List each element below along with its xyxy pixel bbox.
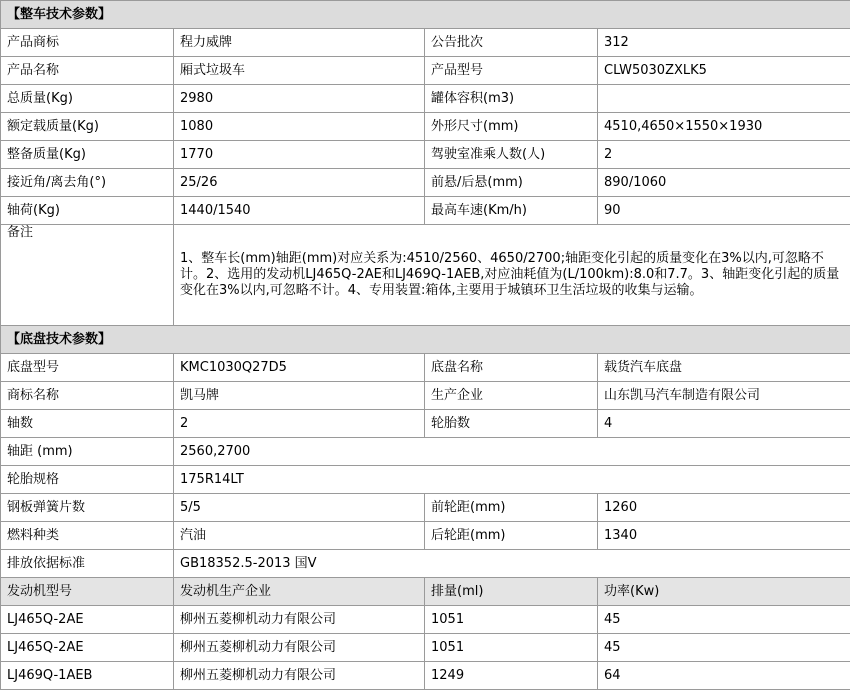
- engine-maker: 柳州五菱柳机动力有限公司: [174, 662, 425, 690]
- tank-volume-label: 罐体容积(m3): [425, 85, 598, 113]
- axles-value: 2: [174, 410, 425, 438]
- engine-model: LJ469Q-1AEB: [1, 662, 174, 690]
- table-row: [1, 113, 850, 141]
- table-row: [1, 438, 850, 466]
- chassis-section-row: [1, 326, 850, 354]
- curb-mass-label: 整备质量(Kg): [1, 141, 174, 169]
- engine-model-header: 发动机型号: [1, 578, 174, 606]
- batch-value: 312: [598, 29, 850, 57]
- remarks-row: [1, 225, 850, 326]
- emission-label: 排放依据标准: [1, 550, 174, 578]
- chassis-model-value: KMC1030Q27D5: [174, 354, 425, 382]
- max-speed-value: 90: [598, 197, 850, 225]
- cab-seats-label: 驾驶室准乘人数(人): [425, 141, 598, 169]
- tires-label: 轮胎数: [425, 410, 598, 438]
- table-row: [1, 197, 850, 225]
- table-row: [1, 141, 850, 169]
- engine-row: [1, 606, 850, 634]
- angles-value: 25/26: [174, 169, 425, 197]
- engine-maker: 柳州五菱柳机动力有限公司: [174, 606, 425, 634]
- engine-header-row: [1, 578, 850, 606]
- chassis-model-label: 底盘型号: [1, 354, 174, 382]
- table-row: [1, 410, 850, 438]
- brand-value: 程力威牌: [174, 29, 425, 57]
- engine-maker: 柳州五菱柳机动力有限公司: [174, 634, 425, 662]
- chassis-name-label: 底盘名称: [425, 354, 598, 382]
- rated-load-value: 1080: [174, 113, 425, 141]
- angles-label: 接近角/离去角(°): [1, 169, 174, 197]
- chassis-brand-label: 商标名称: [1, 382, 174, 410]
- front-track-label: 前轮距(mm): [425, 494, 598, 522]
- engine-displacement: 1051: [425, 634, 598, 662]
- engine-displacement: 1051: [425, 606, 598, 634]
- chassis-maker-label: 生产企业: [425, 382, 598, 410]
- engine-model: LJ465Q-2AE: [1, 634, 174, 662]
- table-row: [1, 169, 850, 197]
- table-row: [1, 354, 850, 382]
- chassis-brand-value: 凯马牌: [174, 382, 425, 410]
- emission-value: GB18352.5-2013 国V: [174, 550, 850, 578]
- product-model-value: CLW5030ZXLK5: [598, 57, 850, 85]
- vehicle-section-row: [1, 1, 850, 29]
- product-model-label: 产品型号: [425, 57, 598, 85]
- fuel-value: 汽油: [174, 522, 425, 550]
- chassis-name-value: 载货汽车底盘: [598, 354, 850, 382]
- dimensions-value: 4510,4650×1550×1930: [598, 113, 850, 141]
- tires-value: 4: [598, 410, 850, 438]
- axles-label: 轴数: [1, 410, 174, 438]
- springs-label: 钢板弹簧片数: [1, 494, 174, 522]
- table-row: [1, 85, 850, 113]
- remarks-value: 1、整车长(mm)轴距(mm)对应关系为:4510/2560、4650/2700;轴距变化引起的质量变化在3%以内,可忽略不计。2、选用的发动机LJ465Q-2AE和LJ469Q-1AEB,对应油耗值为(L/100km):8.0和7.7。3、轴距变化引起的质量变化在3%以内,可忽略不计。4、专用装置:箱体,主要用于城镇环卫生活垃圾的收集与运输。: [174, 225, 850, 326]
- rear-track-label: 后轮距(mm): [425, 522, 598, 550]
- table-row: [1, 550, 850, 578]
- tire-spec-label: 轮胎规格: [1, 466, 174, 494]
- product-name-value: 厢式垃圾车: [174, 57, 425, 85]
- front-track-value: 1260: [598, 494, 850, 522]
- cab-seats-value: 2: [598, 141, 850, 169]
- overhang-label: 前悬/后悬(mm): [425, 169, 598, 197]
- wheelbase-label: 轴距 (mm): [1, 438, 174, 466]
- axle-load-label: 轴荷(Kg): [1, 197, 174, 225]
- table-row: [1, 57, 850, 85]
- wheelbase-value: 2560,2700: [174, 438, 850, 466]
- brand-label: 产品商标: [1, 29, 174, 57]
- table-row: [1, 466, 850, 494]
- table-row: [1, 382, 850, 410]
- product-name-label: 产品名称: [1, 57, 174, 85]
- engine-displacement: 1249: [425, 662, 598, 690]
- batch-label: 公告批次: [425, 29, 598, 57]
- rear-track-value: 1340: [598, 522, 850, 550]
- axle-load-value: 1440/1540: [174, 197, 425, 225]
- engine-model: LJ465Q-2AE: [1, 606, 174, 634]
- rated-load-label: 额定载质量(Kg): [1, 113, 174, 141]
- engine-power: 64: [598, 662, 850, 690]
- table-row: [1, 494, 850, 522]
- curb-mass-value: 1770: [174, 141, 425, 169]
- vehicle-section-title: 【整车技术参数】: [1, 1, 850, 29]
- engine-power-header: 功率(Kw): [598, 578, 850, 606]
- engine-maker-header: 发动机生产企业: [174, 578, 425, 606]
- gross-mass-label: 总质量(Kg): [1, 85, 174, 113]
- engine-row: [1, 662, 850, 690]
- overhang-value: 890/1060: [598, 169, 850, 197]
- table-row: [1, 29, 850, 57]
- remarks-label: 备注: [1, 225, 174, 326]
- tire-spec-value: 175R14LT: [174, 466, 850, 494]
- engine-power: 45: [598, 606, 850, 634]
- dimensions-label: 外形尺寸(mm): [425, 113, 598, 141]
- gross-mass-value: 2980: [174, 85, 425, 113]
- chassis-section-title: 【底盘技术参数】: [1, 326, 850, 354]
- fuel-label: 燃料种类: [1, 522, 174, 550]
- engine-row: [1, 634, 850, 662]
- chassis-maker-value: 山东凯马汽车制造有限公司: [598, 382, 850, 410]
- tank-volume-value: [598, 85, 850, 113]
- table-row: [1, 522, 850, 550]
- springs-value: 5/5: [174, 494, 425, 522]
- engine-power: 45: [598, 634, 850, 662]
- max-speed-label: 最高车速(Km/h): [425, 197, 598, 225]
- engine-displacement-header: 排量(ml): [425, 578, 598, 606]
